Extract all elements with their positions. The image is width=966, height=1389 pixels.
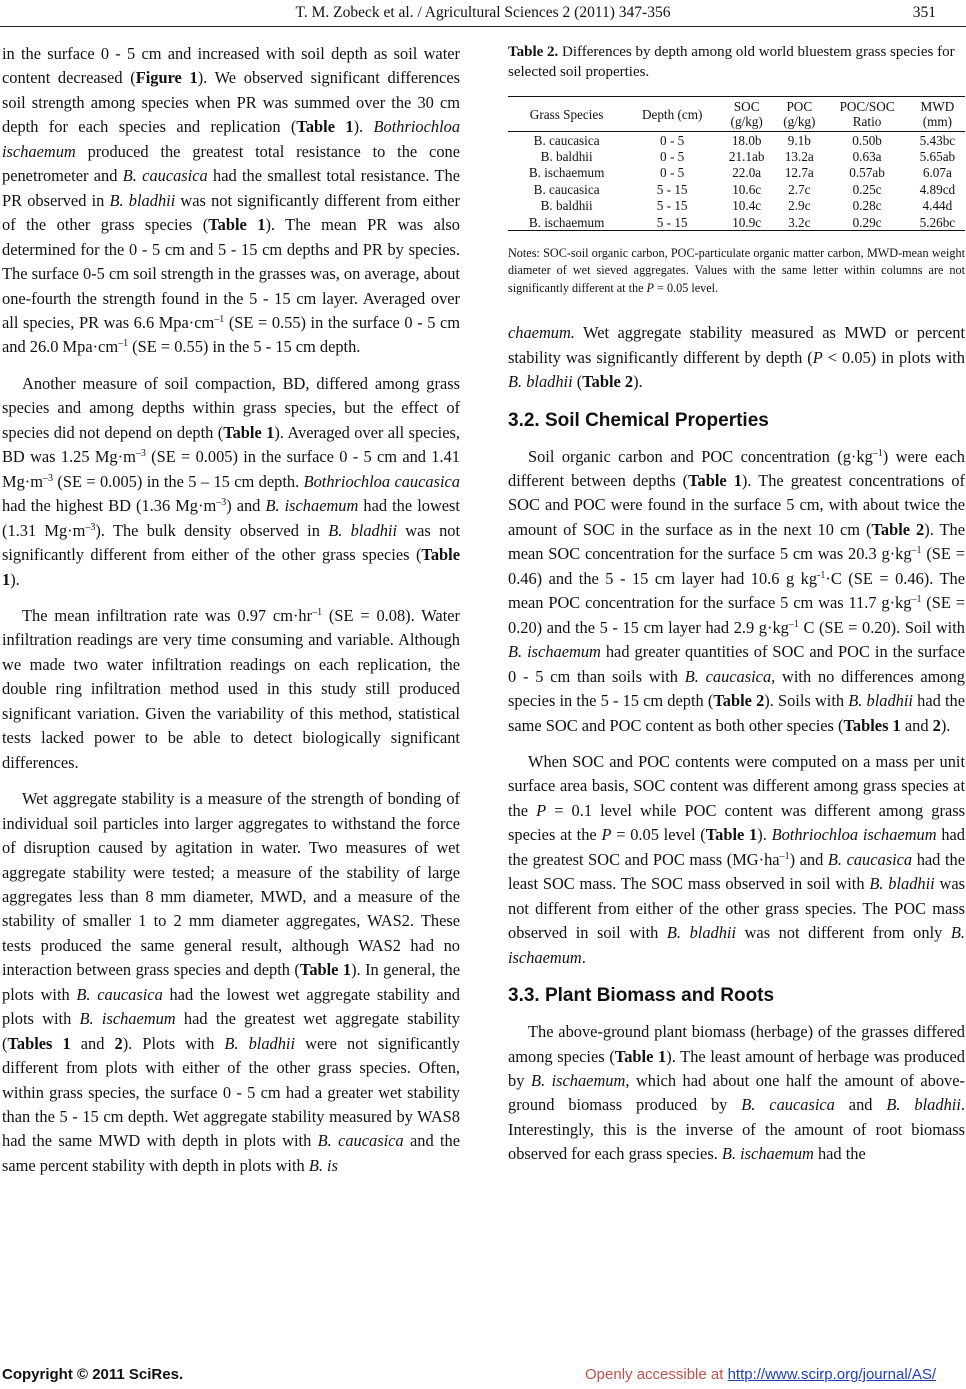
table-cell: 6.07a	[922, 165, 952, 181]
table-2-caption	[508, 42, 965, 82]
italic-text: P	[646, 280, 654, 295]
text-run: ). The mean SOC concentration for the surface 5 cm was 20.3 g·kg	[508, 519, 965, 564]
table-cell: 21.1ab	[728, 148, 765, 164]
table-row	[508, 214, 965, 231]
bold-text: Table 1	[705, 825, 758, 845]
table-cell: 12.7a	[784, 165, 814, 181]
text-run: , which had about one half the amount of above-ground biomass produced by	[508, 1071, 965, 1115]
text-run: ). Soils with	[764, 691, 849, 711]
table-cell: 0.50b	[852, 132, 882, 148]
table-cell: 4.44d	[922, 198, 953, 214]
text-run: and	[834, 1095, 887, 1115]
superscript: –3	[85, 521, 96, 533]
bold-text: Figure 1	[135, 68, 198, 88]
text-run: had the highest BD (1.36 Mg·m	[2, 496, 217, 516]
text-run: (SE = 0.55) in the surface 0 - 5 cm and 26.0 Mpa·cm	[2, 312, 460, 357]
italic-text: Bothriochloa ischaemum	[771, 825, 937, 845]
table-2-caption-text: Differences by depth among old world bluestem grass species for selected soil properties.	[508, 44, 955, 80]
text-run: was not different from only	[736, 923, 951, 943]
italic-text: Bothriochloa ischaemum	[2, 117, 461, 161]
text-run: (SE = 0.55) in the 5 - 15 cm depth.	[128, 337, 361, 357]
text-run: were not significantly different from plots with either of the other grass species. Often, within grass species, the surface 0 - 5 cm had a greater wet stability than the 5 - 15 cm depth. Wet aggregate stability measured by WAS8 had the same MWD with depth in plots with	[2, 1033, 460, 1151]
text-run: The above-ground plant biomass (herbage) of the grasses differed among species (	[508, 1022, 965, 1066]
table-cell: 0.29c	[852, 214, 882, 230]
table-cell: 0 - 5	[660, 165, 685, 181]
text-run: ).	[940, 715, 951, 735]
superscript: -1	[817, 569, 826, 581]
text-run: C (SE = 0.20). Soil with	[798, 617, 965, 637]
bold-text: Table 1	[223, 422, 275, 442]
italic-text: B. bladhii	[224, 1033, 296, 1053]
bold-text: Table 2	[582, 372, 634, 392]
italic-text: P	[601, 825, 612, 845]
text-run: was not significantly different from either of the other grass species (	[2, 190, 460, 235]
table-cell: 5 - 15	[656, 214, 688, 230]
table-2-notes	[508, 245, 965, 297]
table-body	[508, 132, 965, 231]
italic-text: B. ischaemum	[79, 1009, 176, 1029]
italic-text: Bothriochloa caucasica	[303, 471, 460, 491]
italic-text: B. bladhii	[666, 923, 737, 943]
text-run: Notes: SOC-soil organic carbon, POC-particulate organic matter carbon, MWD-mean weight diameter of wet sieved aggregates. Values with the same letter within columns are not significantly different at the	[508, 246, 965, 295]
text-run: Soil organic carbon and POC concentration (g·kg	[528, 446, 873, 466]
italic-text: B. ischaemum	[721, 1144, 814, 1164]
table-cell: 10.4c	[732, 198, 762, 214]
table-cell: 2.9c	[788, 198, 811, 214]
bold-text: Table 1	[688, 471, 742, 491]
running-head-title: T. M. Zobeck et al. / Agricultural Sciences 2 (2011) 347-356	[295, 4, 671, 21]
column-header: Depth (cm)	[641, 106, 703, 122]
footer	[0, 1366, 966, 1388]
paragraph	[508, 321, 965, 394]
column-header: Grass Species	[529, 106, 604, 122]
text-run: was not significantly different from either of the other grass species (	[2, 520, 461, 565]
table-cell: 5.26bc	[919, 214, 956, 230]
text-run: in the surface 0 - 5 cm and increased with soil depth as soil water content decreased (	[2, 44, 460, 88]
text-run: was not different from either of the other grass species. The POC mass observed in soil with	[508, 874, 966, 943]
text-run: had the lowest wet aggregate stability and plots with	[2, 984, 461, 1029]
text-run: and the same percent stability with depth in plots with	[2, 1131, 461, 1175]
bold-text: 2	[932, 715, 941, 735]
text-run: ) were each different between depths (	[508, 446, 965, 491]
text-run: ). The greatest concentrations of SOC and POC were found in the surface 5 cm, with about twice the amount of SOC in the surface as in the next 10 cm (	[508, 471, 966, 539]
text-run: ). The least amount of herbage was produced by	[508, 1046, 965, 1090]
column-header: SOC (g/kg)	[730, 99, 763, 129]
table-row	[508, 198, 965, 215]
text-run: ) and	[789, 849, 828, 869]
text-run: . Interestingly, this is the inverse of the amount of root biomass observed for each grass species.	[508, 1095, 965, 1164]
superscript: –1	[911, 545, 922, 557]
text-run: (SE = 0.20) and the 5 - 15 cm layer had 2.9 g·kg	[508, 593, 965, 637]
text-run: had greater quantities of SOC and POC in the surface 0 - 5 cm than soils with	[508, 642, 965, 686]
paragraph	[2, 372, 460, 592]
italic-text: B. ischaemum	[530, 1071, 626, 1090]
right-column	[508, 42, 965, 1167]
bold-text: 2	[114, 1033, 123, 1053]
text-run: ). The bulk density observed in	[95, 520, 329, 540]
section-heading-3-3: 3.3. Plant Biomass and Roots	[508, 985, 775, 1007]
text-run: ).	[633, 372, 643, 392]
italic-text: P	[536, 800, 547, 820]
table-cell: 5.43bc	[919, 132, 956, 148]
table-row	[508, 181, 965, 198]
italic-text: B. caucasica	[76, 984, 163, 1004]
superscript: –1	[214, 313, 225, 325]
text-run: had the lowest (1.31 Mg·m	[2, 496, 460, 540]
table-cell: 5 - 15	[656, 181, 688, 197]
copyright-notice: Copyright © 2011 SciRes.	[2, 1366, 184, 1383]
italic-text: B. ischaemum	[508, 642, 601, 662]
text-run: had the	[813, 1144, 866, 1164]
text-run: When SOC and POC contents were computed on a mass per unit surface area basis, SOC content was different among grass species at the	[508, 752, 965, 820]
text-run: ).	[353, 117, 374, 137]
text-run: Wet aggregate stability is a measure of the strength of bonding of individual soil particles into larger aggregates to withstand the force of disruption caused by agitation in water. Two measures of wet aggregate stability were tested; a measure of the stability of large aggregates less than 8 mm diameter, MWD, and a measure of the stability of smaller 1 to 2 mm diameter aggregates, WAS2. These tests produced the same general result, although WAS2 had no interaction between grass species and depth (	[2, 789, 460, 980]
superscript: –1	[118, 338, 129, 350]
italic-text: B. bladhii	[109, 190, 176, 210]
text-run: ). Plots with	[122, 1033, 225, 1053]
column-header: POC/SOC Ratio	[839, 99, 895, 129]
running-head	[0, 2, 966, 24]
superscript: –3	[135, 448, 146, 460]
table-cell: 0 - 5	[660, 132, 685, 148]
italic-text: B. bladhii	[886, 1095, 961, 1115]
left-column	[2, 42, 460, 1178]
text-run: had the least SOC mass. The SOC mass observed in soil with	[508, 849, 965, 894]
table-cell: 13.2a	[784, 148, 814, 164]
text-run: ). We observed significant differences soil strength among species when PR was summed over the 30 cm depth for each species and replication (	[2, 68, 460, 137]
bold-text: Table 1	[614, 1046, 667, 1066]
text-run: The mean infiltration rate was 0.97 cm·hr	[22, 605, 313, 625]
bold-text: Tables 1	[843, 715, 901, 735]
bold-text: Table 1	[2, 545, 460, 589]
table-cell: 2.7c	[788, 181, 811, 197]
table-cell: 0.63a	[852, 148, 882, 164]
table-cell: B. baldhii	[540, 198, 593, 214]
italic-text: B. bladhii	[869, 874, 935, 894]
text-run: had the greatest wet aggregate stability (	[2, 1009, 460, 1053]
table-cell: 10.6c	[732, 181, 762, 197]
superscript: –1	[312, 606, 323, 618]
text-run: Wet aggregate stability measured as MWD or percent stability was significantly different by depth (	[508, 323, 965, 367]
text-run: had the smallest total resistance. The PR observed in	[2, 166, 461, 210]
table-cell: 0 - 5	[660, 148, 685, 164]
superscript: –3	[42, 472, 53, 484]
table-cell: B. ischaemum	[528, 165, 605, 181]
table-row	[508, 132, 965, 149]
text-run: (SE = 0.46) and the 5 - 15 cm layer had 10.6 g kg	[508, 544, 965, 588]
open-access-label: Openly accessible at	[585, 1366, 728, 1383]
italic-text: B. caucasica	[317, 1131, 404, 1151]
section-heading-3-2: 3.2. Soil Chemical Properties	[508, 409, 769, 431]
table-cell: 0.57ab	[849, 165, 885, 181]
text-run: ).	[757, 825, 772, 845]
column-header: POC (g/kg)	[783, 99, 816, 129]
italic-text: B. bladhii	[848, 691, 913, 711]
table-cell: B. caucasica	[533, 181, 600, 197]
text-run: ). In general, the plots with	[2, 960, 460, 1004]
text-run: had the greatest SOC and POC mass (MG·ha	[508, 825, 965, 869]
italic-text: chaemum.	[508, 323, 575, 343]
table-cell: 22.0a	[732, 165, 762, 181]
header-divider	[0, 26, 966, 27]
table-cell: 9.1b	[787, 132, 811, 148]
paragraph	[508, 750, 965, 970]
table-cell: 0.25c	[852, 181, 882, 197]
paragraph	[2, 42, 460, 360]
table-row	[508, 165, 965, 182]
italic-text: B. ischaemum	[265, 496, 359, 516]
superscript: –1	[779, 850, 790, 862]
paragraph	[2, 604, 460, 775]
italic-text: P	[812, 347, 823, 367]
italic-text: B. caucasica	[741, 1095, 835, 1115]
superscript: –1	[872, 447, 883, 459]
text-run: and	[70, 1033, 115, 1053]
text-run: .	[581, 947, 586, 967]
bold-text: Table 1	[296, 117, 354, 137]
bold-text: Table 2	[871, 519, 925, 539]
bold-text: Tables 1	[7, 1033, 71, 1053]
text-run: ·C (SE = 0.46). The mean POC concentration for the surface 5 cm was 11.7 g·kg	[508, 568, 965, 613]
bold-text: Table 2	[713, 691, 765, 711]
table-cell: 4.89cd	[919, 181, 956, 197]
paragraph	[508, 445, 965, 738]
italic-text: B. caucasica,	[684, 666, 776, 686]
italic-text: B. caucasica	[827, 849, 913, 869]
table-cell: 18.0b	[731, 132, 762, 148]
italic-text: B. ischaemum	[508, 923, 965, 967]
column-header: MWD (mm)	[920, 99, 955, 129]
italic-text: B. bladhii	[328, 520, 398, 540]
table-cell: 10.9c	[732, 214, 762, 230]
page-number: 351	[912, 4, 936, 21]
text-run: Another measure of soil compaction, BD, differed among grass species and among depths within grass species, but the effect of species did not depend on depth (	[2, 373, 460, 442]
text-run: = 0.05 level.	[654, 280, 719, 295]
table-2-label: Table 2.	[508, 44, 559, 60]
paragraph	[508, 1020, 965, 1167]
table-cell: B. caucasica	[533, 132, 600, 148]
text-run: had the same SOC and POC content as both other species (	[508, 691, 965, 735]
superscript: –1	[788, 618, 799, 630]
text-run: (SE = 0.005) in the 5 – 15 cm depth.	[52, 471, 304, 491]
text-run: = 0.1 level while POC content was different among grass species at the	[508, 800, 965, 845]
table-cell: B. baldhii	[540, 148, 593, 164]
journal-link[interactable]: http://www.scirp.org/journal/AS/	[727, 1366, 936, 1383]
paragraph	[2, 787, 460, 1178]
text-run: (SE = 0.08). Water infiltration readings are very time consuming and variable. Although we made two water infiltration readings on each replication, the double ring infiltration method used in this study still produced significant variation. Given the variability of this method, statistical tests lacked power to be able to detect biologically significant differences.	[2, 605, 460, 772]
text-run: produced the greatest total resistance to the cone penetrometer and	[2, 141, 460, 186]
text-run: (SE = 0.005) in the surface 0 - 5 cm and 1.41 Mg·m	[2, 447, 460, 491]
text-run: ). The mean PR was also determined for the 0 - 5 cm and 5 - 15 cm depths and PR by species. The surface 0-5 cm soil strength in the grasses was, on average, about one-fourth the strength found in the 5 - 15 cm layer. Averaged over all species, PR was 6.6 Mpa·cm	[2, 215, 460, 332]
table-cell: 0.28c	[852, 198, 882, 214]
text-run: = 0.05 level (	[611, 825, 706, 845]
table-2	[508, 96, 965, 231]
table-row	[508, 148, 965, 165]
text-run: ). Averaged over all species, BD was 1.25 Mg·m	[2, 422, 460, 467]
table-cell: 5 - 15	[656, 198, 688, 214]
superscript: –1	[911, 594, 922, 606]
table-cell: B. ischaemum	[528, 214, 605, 230]
text-run: (	[572, 372, 583, 392]
table-cell: 3.2c	[788, 214, 811, 230]
bold-text: Table 1	[299, 960, 352, 980]
bold-text: Table 1	[208, 215, 266, 235]
text-run: ) and	[226, 496, 266, 516]
italic-text: B. caucasica	[122, 166, 208, 186]
text-run: ).	[10, 569, 20, 589]
text-run: with no differences among species in the 5 - 15 cm depth (	[508, 666, 965, 711]
text-run: and	[900, 715, 933, 735]
superscript: –3	[216, 497, 227, 509]
table-cell: 5.65ab	[919, 148, 956, 164]
italic-text: B. is	[308, 1155, 338, 1175]
open-access-notice	[585, 1366, 936, 1383]
table-header-row	[508, 97, 965, 132]
text-run: < 0.05) in plots with	[822, 347, 966, 367]
italic-text: B. bladhii	[508, 372, 573, 392]
